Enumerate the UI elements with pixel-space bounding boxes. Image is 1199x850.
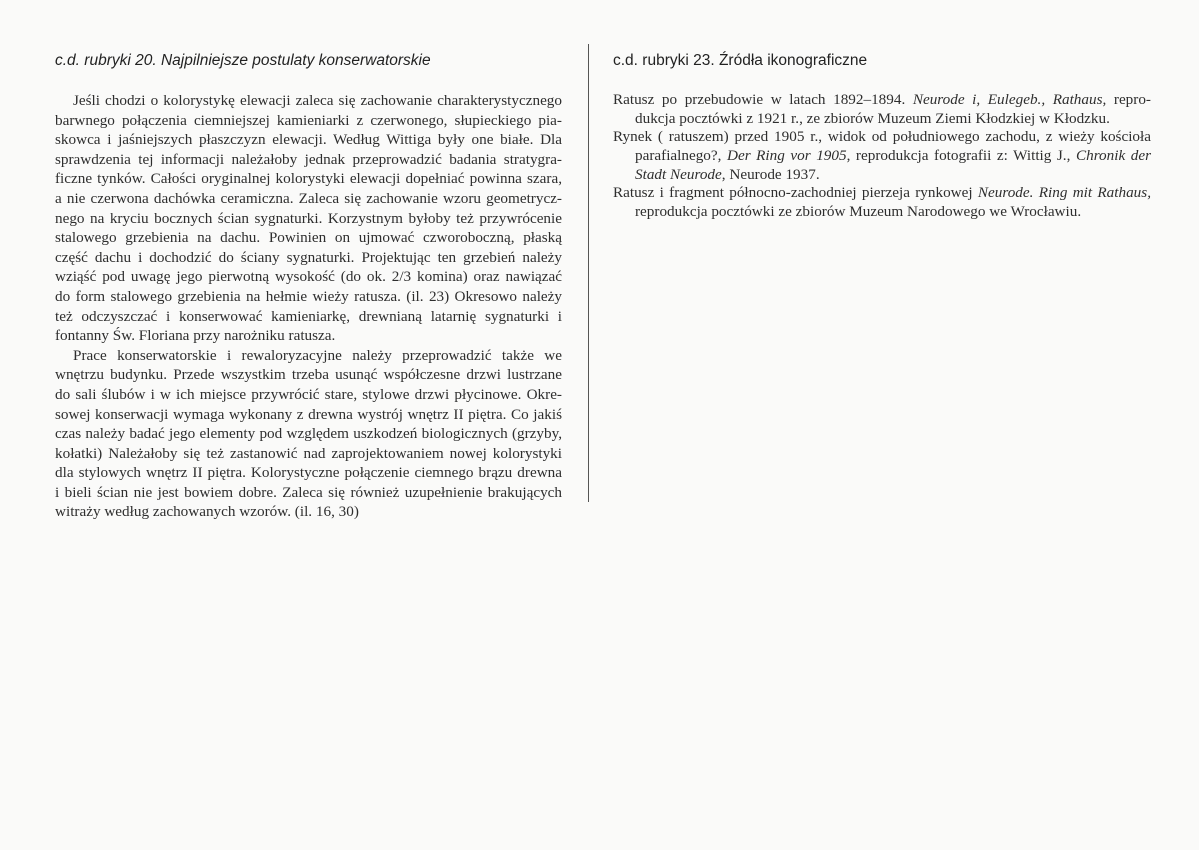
text-line: wnętrzu budynku. Przede wszystkim trzeba usunąć współczesne drzwi lustrzane <box>55 366 562 384</box>
text-segment: Ratusz i fragment północno-zachodniej pierzeja rynkowej <box>613 184 978 202</box>
text-line: fontanny Św. Floriana przy narożniku ratusza. <box>55 327 336 345</box>
text-segment: , Neurode 1937. <box>721 165 820 183</box>
paragraph <box>55 346 562 522</box>
text-line <box>613 166 1151 185</box>
italic-title: Neurode i, Eulegeb., Rathaus, <box>912 91 1107 108</box>
text-line: wziąść pod uwagę jego pierwotną wysokość (do ok. 2/3 komina) oraz nawiązać <box>55 268 562 286</box>
text-line: do form stalowego grzebienia na hełmie wieży ratusza. (il. 23) Okresowo należy <box>55 287 562 305</box>
left-column-text <box>55 91 562 522</box>
paragraph <box>55 91 562 346</box>
text-line: witraży według zachowanych wzorów. (il. 16, 30) <box>55 503 359 521</box>
text-line <box>613 128 1151 147</box>
italic-title: Chronik der <box>1075 147 1151 165</box>
text-segment: Rynek ( ratuszem) przed 1905 r., widok od południowego zachodu, z wieży kościoła <box>613 128 1151 146</box>
text-line: stalowego grzebienia na dachu. Powinien on ujmować czworoboczną, płaską <box>55 229 562 247</box>
italic-title: Stadt Neurode <box>635 165 722 183</box>
text-line: czas należy badać jego elementy pod względem uszkodzeń biologicznych (grzyby, <box>55 425 562 443</box>
text-segment: reprodukcja pocztówki ze zbiorów Muzeum Narodowego we Wrocławiu. <box>635 203 1082 221</box>
text-line: kołatki) Należałoby się też zastanowić nad zaprojektowaniem nowej kolorystyki <box>55 444 562 462</box>
text-line <box>613 110 1151 129</box>
text-line: Jeśli chodzi o kolorystykę elewacji zaleca się zachowanie charakterystycznego <box>73 92 562 109</box>
italic-title: Neurode. Ring mit Rathaus, <box>977 184 1151 202</box>
text-line <box>613 203 1151 222</box>
text-line: barwnego połączenia ciemniejszej kamieniarki z czerwonego, słupieckiego pia- <box>55 111 562 129</box>
text-segment: dukcja pocztówki z 1921 r., ze zbiorów Muzeum Ziemi Kłodzkiej w Kłodzku. <box>635 109 1110 127</box>
text-line: sprawdzenia tej informacji należałoby jednak przeprowadzić badania stratygra- <box>55 150 562 168</box>
text-segment: , reprodukcja fotografii z: Wittig J., <box>846 147 1076 165</box>
text-line: też odczyszczać i konserwować kamieniarkę, drewnianą latarnię sygnaturki i <box>55 307 562 325</box>
italic-title: Der Ring vor 1905 <box>726 147 847 165</box>
right-column-sources <box>613 91 1151 222</box>
text-line: Prace konserwatorskie i rewaloryzacyjne należy przeprowadzić także we <box>73 346 562 364</box>
text-line <box>613 147 1151 166</box>
text-segment: repro- <box>1106 91 1151 108</box>
text-segment: parafialnego?, <box>635 147 727 165</box>
text-line: skowca i jaśniejszych płaszczyzn elewacji. Według Wittiga były one białe. Dla <box>55 131 562 149</box>
text-line: sowej konserwacji wymaga wykonany z drewna wystrój wnętrz II piętra. Co jakiś <box>55 405 562 423</box>
source-entry <box>613 91 1151 128</box>
text-line: część dachu i dochodzić do ściany sygnaturki. Projektując ten grzebień należy <box>55 248 562 266</box>
text-line: i bieli ścian nie jest bowiem dobre. Zaleca się również uzupełnienie brakujących <box>55 483 562 501</box>
text-line <box>613 91 1151 110</box>
text-line: ficzne tynków. Całości oryginalnej kolorystyki elewacji dopełniać powinna szara, <box>55 170 562 188</box>
source-entry <box>613 128 1151 184</box>
source-entry <box>613 184 1151 221</box>
text-segment: Ratusz po przebudowie w latach 1892–1894. <box>613 91 913 108</box>
text-line: dla stylowych wnętrz II piętra. Kolorystyczne połączenie ciemnego brązu drewna <box>55 464 562 482</box>
text-line: nego na kryciu bocznych ścian sygnaturki. Korzystnym byłoby też przywrócenie <box>55 209 562 227</box>
text-line: a nie czerwona dachówka ceramiczna. Zaleca się zachowanie wzoru geometrycz- <box>55 189 562 207</box>
text-line <box>613 184 1151 203</box>
text-line: do sali ślubów i w ich miejsce przywrócić stare, stylowe drzwi płycinowe. Okre- <box>55 385 562 403</box>
right-section-heading: c.d. rubryki 23. Źródła ikonograficzne <box>613 52 868 69</box>
left-section-heading: c.d. rubryki 20. Najpilniejsze postulaty konserwatorskie <box>55 52 431 69</box>
column-divider <box>588 44 589 502</box>
